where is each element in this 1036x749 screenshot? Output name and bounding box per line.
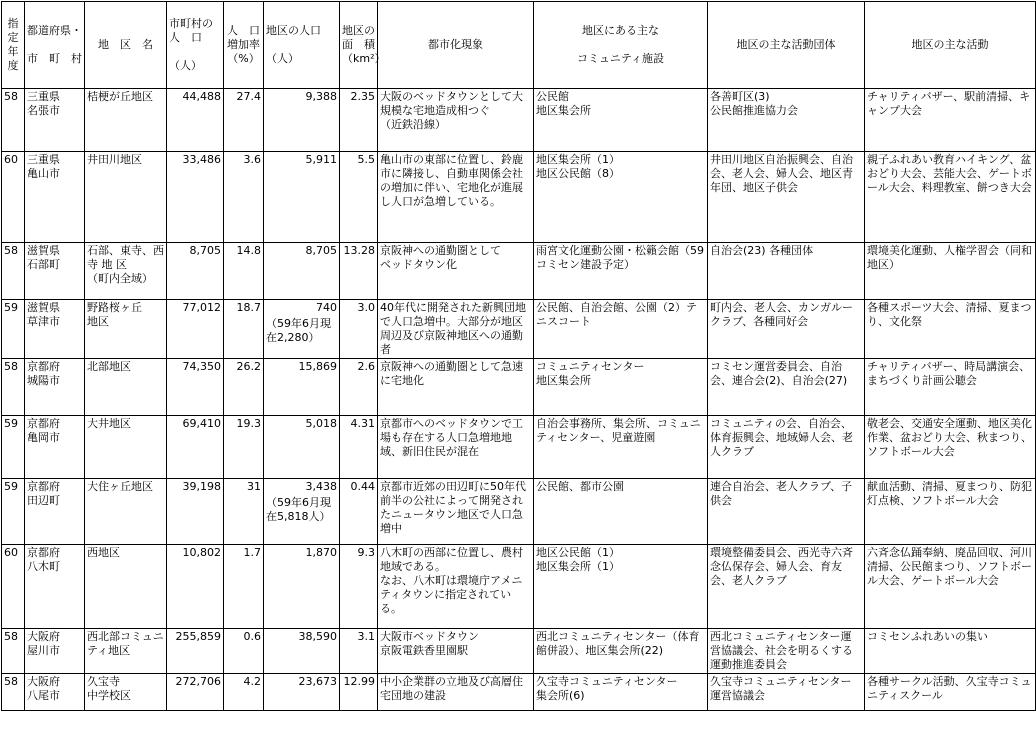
district-population-value: 1,870	[305, 546, 337, 559]
cell-groups: 井田川地区自治振興会、自治会、老人会、婦人会、地区青年団、地区子供会	[708, 152, 865, 243]
cell-area: 0.44	[340, 479, 378, 545]
cell-activities: 環境美化運動、人権学習会（同和地区）	[865, 243, 1036, 300]
cell-area: 3.0	[340, 300, 378, 359]
cell-area: 4.31	[340, 416, 378, 479]
cell-district: 野路桜ヶ丘 地区	[85, 300, 167, 359]
cell-growth-rate: 31	[224, 479, 264, 545]
cell-year: 58	[2, 89, 25, 152]
cell-activities: 各種スポーツ大会、清掃、夏まつり、文化祭	[865, 300, 1036, 359]
table-row	[2, 479, 1036, 545]
cell-activities: 敬老会、交通安全運動、地区美化作業、盆おどり大会、秋まつり、ソフトボール大会	[865, 416, 1036, 479]
cell-year: 59	[2, 300, 25, 359]
district-population-note: （59年6月現在2,280）	[266, 317, 331, 344]
cell-growth-rate: 26.2	[224, 359, 264, 416]
cell-activities: チャリティバザー、時局講演会、まちづくり計画公聴会	[865, 359, 1036, 416]
cell-urbanization: 中小企業群の立地及び高層住宅団地の建設	[378, 674, 534, 711]
cell-urbanization: 亀山市の東部に位置し、鈴鹿市に隣接し、自動車関係会社の増加に伴い、宅地化が進展し人口が急増している。	[378, 152, 534, 243]
cell-area: 5.5	[340, 152, 378, 243]
cell-activities: チャリティバザー、駅前清掃、キャンプ大会	[865, 89, 1036, 152]
cell-groups: 連合自治会、老人クラブ、子供会	[708, 479, 865, 545]
cell-district: 久宝寺 中学校区	[85, 674, 167, 711]
cell-district: 石部、東寺、西 寺 地 区 （町内全域）	[85, 243, 167, 300]
table-body	[2, 89, 1036, 711]
cell-area: 2.6	[340, 359, 378, 416]
district-population-value: 9,388	[305, 90, 337, 103]
cell-groups: 各善町区(3) 公民館推進協力会	[708, 89, 865, 152]
cell-area: 3.1	[340, 629, 378, 674]
cell-district: 井田川地区	[85, 152, 167, 243]
header-urbanization: 都市化現象	[378, 2, 534, 89]
cell-growth-rate: 4.2	[224, 674, 264, 711]
cell-groups: 町内会、老人会、カンガルークラブ、各種同好会	[708, 300, 865, 359]
header-area: 地区の 面 積 （km²）	[340, 2, 378, 89]
cell-year: 58	[2, 359, 25, 416]
cell-area: 2.35	[340, 89, 378, 152]
district-population-value: 38,590	[298, 630, 337, 643]
header-year: 指定 年度	[2, 2, 25, 89]
district-population-note: （59年6月現在5,818人）	[266, 496, 331, 523]
district-population-value: 5,018	[305, 417, 337, 430]
header-row	[2, 2, 1036, 89]
cell-urbanization: 40年代に開発された新興団地で人口急増中。大部分が地区周辺及び京阪神地区への通勤者	[378, 300, 534, 359]
cell-facilities: 久宝寺コミュニティセンター 集会所(6)	[534, 674, 708, 711]
cell-urbanization: 京阪神への通勤圏として ベッドタウン化	[378, 243, 534, 300]
cell-year: 58	[2, 243, 25, 300]
cell-urbanization: 京都市近郊の田辺町に50年代前半の公社によって開発されたニュータウン地区で人口急増中	[378, 479, 534, 545]
header-growth-rate: 人 口 増加率 （%）	[224, 2, 264, 89]
cell-district-population	[264, 243, 340, 300]
header-municipal-population: 市町村の人 口 （人）	[167, 2, 224, 89]
cell-year: 58	[2, 629, 25, 674]
district-table	[1, 1, 1036, 711]
cell-district-population	[264, 545, 340, 629]
cell-groups: コミセン運営委員会、自治会、連合会(2)、自治会(27)	[708, 359, 865, 416]
cell-activities: コミセンふれあいの集い	[865, 629, 1036, 674]
cell-urbanization: 京都市へのベッドタウンで工場も存在する人口急増地地域、新旧住民が混在	[378, 416, 534, 479]
table-row	[2, 243, 1036, 300]
cell-district: 北部地区	[85, 359, 167, 416]
header-district-population: 地区の人口 （人）	[264, 2, 340, 89]
cell-district-population	[264, 479, 340, 545]
cell-activities: 六斉念仏踊奉納、廃品回収、河川清掃、公民館まつり、ソフトボール大会、ゲートボール大会	[865, 545, 1036, 629]
cell-activities: 各種サークル活動、久宝寺コミュニティスクール	[865, 674, 1036, 711]
cell-district-population	[264, 152, 340, 243]
cell-district-population	[264, 89, 340, 152]
cell-urbanization: 大阪のベッドタウンとして大規模な宅地造成相つぐ （近鉄沿線）	[378, 89, 534, 152]
cell-year: 60	[2, 152, 25, 243]
cell-urbanization: 大阪市ベッドタウン 京阪電鉄香里園駅	[378, 629, 534, 674]
cell-municipal-population: 255,859	[167, 629, 224, 674]
cell-growth-rate: 0.6	[224, 629, 264, 674]
cell-prefecture: 滋賀県 石部町	[25, 243, 85, 300]
cell-area: 13.28	[340, 243, 378, 300]
cell-municipal-population: 10,802	[167, 545, 224, 629]
cell-urbanization: 京阪神への通勤圏として急速に宅地化	[378, 359, 534, 416]
cell-growth-rate: 27.4	[224, 89, 264, 152]
cell-facilities: 地区集会所（1） 地区公民館（8）	[534, 152, 708, 243]
cell-facilities: コミュニティセンター 地区集会所	[534, 359, 708, 416]
table-row	[2, 359, 1036, 416]
table-row	[2, 300, 1036, 359]
district-population-value: 740	[316, 301, 337, 314]
cell-growth-rate: 1.7	[224, 545, 264, 629]
cell-growth-rate: 14.8	[224, 243, 264, 300]
cell-groups: 西北コミュニティセンター運営協議会、社会を明るくする運動推進委員会	[708, 629, 865, 674]
cell-year: 58	[2, 674, 25, 711]
cell-municipal-population: 33,486	[167, 152, 224, 243]
district-population-value: 5,911	[305, 153, 337, 166]
cell-municipal-population: 39,198	[167, 479, 224, 545]
district-population-value: 3,438	[305, 480, 337, 493]
cell-prefecture: 京都府 亀岡市	[25, 416, 85, 479]
cell-area: 9.3	[340, 545, 378, 629]
table-row	[2, 545, 1036, 629]
cell-activities: 献血活動、清掃、夏まつり、防犯灯点検、ソフトボール大会	[865, 479, 1036, 545]
cell-district: 大井地区	[85, 416, 167, 479]
cell-prefecture: 滋賀県 草津市	[25, 300, 85, 359]
cell-prefecture: 三重県 亀山市	[25, 152, 85, 243]
cell-district: 西地区	[85, 545, 167, 629]
district-population-value: 15,869	[298, 360, 337, 373]
cell-groups: コミュニティの会、自治会、体育振興会、地域婦人会、老人クラブ	[708, 416, 865, 479]
cell-prefecture: 大阪府 屋川市	[25, 629, 85, 674]
cell-urbanization: 八木町の西部に位置し、農村地域である。 なお、八木町は環境庁アメニティタウンに指定されている。	[378, 545, 534, 629]
cell-district-population	[264, 359, 340, 416]
cell-prefecture: 大阪府 八尾市	[25, 674, 85, 711]
cell-facilities: 雨宮文化運動公園・松籟会館（59コミセン建設予定）	[534, 243, 708, 300]
cell-growth-rate: 19.3	[224, 416, 264, 479]
table-row	[2, 674, 1036, 711]
header-prefecture: 都道府県・ 市 町 村	[25, 2, 85, 89]
cell-facilities: 自治会事務所、集会所、コミュニティセンター、児童遊園	[534, 416, 708, 479]
cell-growth-rate: 18.7	[224, 300, 264, 359]
cell-year: 59	[2, 416, 25, 479]
cell-district-population	[264, 629, 340, 674]
header-district: 地 区 名	[85, 2, 167, 89]
cell-facilities: 公民館、自治会館、公園（2）テニスコート	[534, 300, 708, 359]
cell-groups: 自治会(23) 各種団体	[708, 243, 865, 300]
cell-area: 12.99	[340, 674, 378, 711]
cell-facilities: 地区公民館（1） 地区集会所（1）	[534, 545, 708, 629]
cell-activities: 親子ふれあい教育ハイキング、盆おどり大会、芸能大会、ゲートボール大会、料理教室、餅つき大会	[865, 152, 1036, 243]
cell-district: 桔梗が丘地区	[85, 89, 167, 152]
table-row	[2, 89, 1036, 152]
table-row	[2, 416, 1036, 479]
table-row	[2, 152, 1036, 243]
header-groups: 地区の主な活動団体	[708, 2, 865, 89]
cell-growth-rate: 3.6	[224, 152, 264, 243]
header-activities: 地区の主な活動	[865, 2, 1036, 89]
cell-prefecture: 京都府 城陽市	[25, 359, 85, 416]
cell-municipal-population: 74,350	[167, 359, 224, 416]
cell-facilities: 公民館 地区集会所	[534, 89, 708, 152]
cell-prefecture: 京都府 八木町	[25, 545, 85, 629]
cell-municipal-population: 69,410	[167, 416, 224, 479]
header-facilities: 地区にある主な コミュニティ施設	[534, 2, 708, 89]
cell-district: 大住ヶ丘地区	[85, 479, 167, 545]
cell-district-population	[264, 674, 340, 711]
table-row	[2, 629, 1036, 674]
cell-district-population	[264, 416, 340, 479]
cell-district-population	[264, 300, 340, 359]
cell-facilities: 西北コミュニティセンター（体育館併設）、地区集会所(22)	[534, 629, 708, 674]
cell-municipal-population: 272,706	[167, 674, 224, 711]
cell-district: 西北部コミュニティ地区	[85, 629, 167, 674]
cell-prefecture: 三重県 名張市	[25, 89, 85, 152]
cell-municipal-population: 77,012	[167, 300, 224, 359]
district-population-value: 23,673	[298, 675, 337, 688]
cell-municipal-population: 8,705	[167, 243, 224, 300]
cell-facilities: 公民館、都市公園	[534, 479, 708, 545]
cell-municipal-population: 44,488	[167, 89, 224, 152]
cell-year: 59	[2, 479, 25, 545]
district-population-value: 8,705	[305, 244, 337, 257]
cell-groups: 環境整備委員会、西光寺六斉念仏保存会、婦人会、育友会、老人クラブ	[708, 545, 865, 629]
cell-prefecture: 京都府 田辺町	[25, 479, 85, 545]
cell-year: 60	[2, 545, 25, 629]
cell-groups: 久宝寺コミュニティセンター運営協議会	[708, 674, 865, 711]
